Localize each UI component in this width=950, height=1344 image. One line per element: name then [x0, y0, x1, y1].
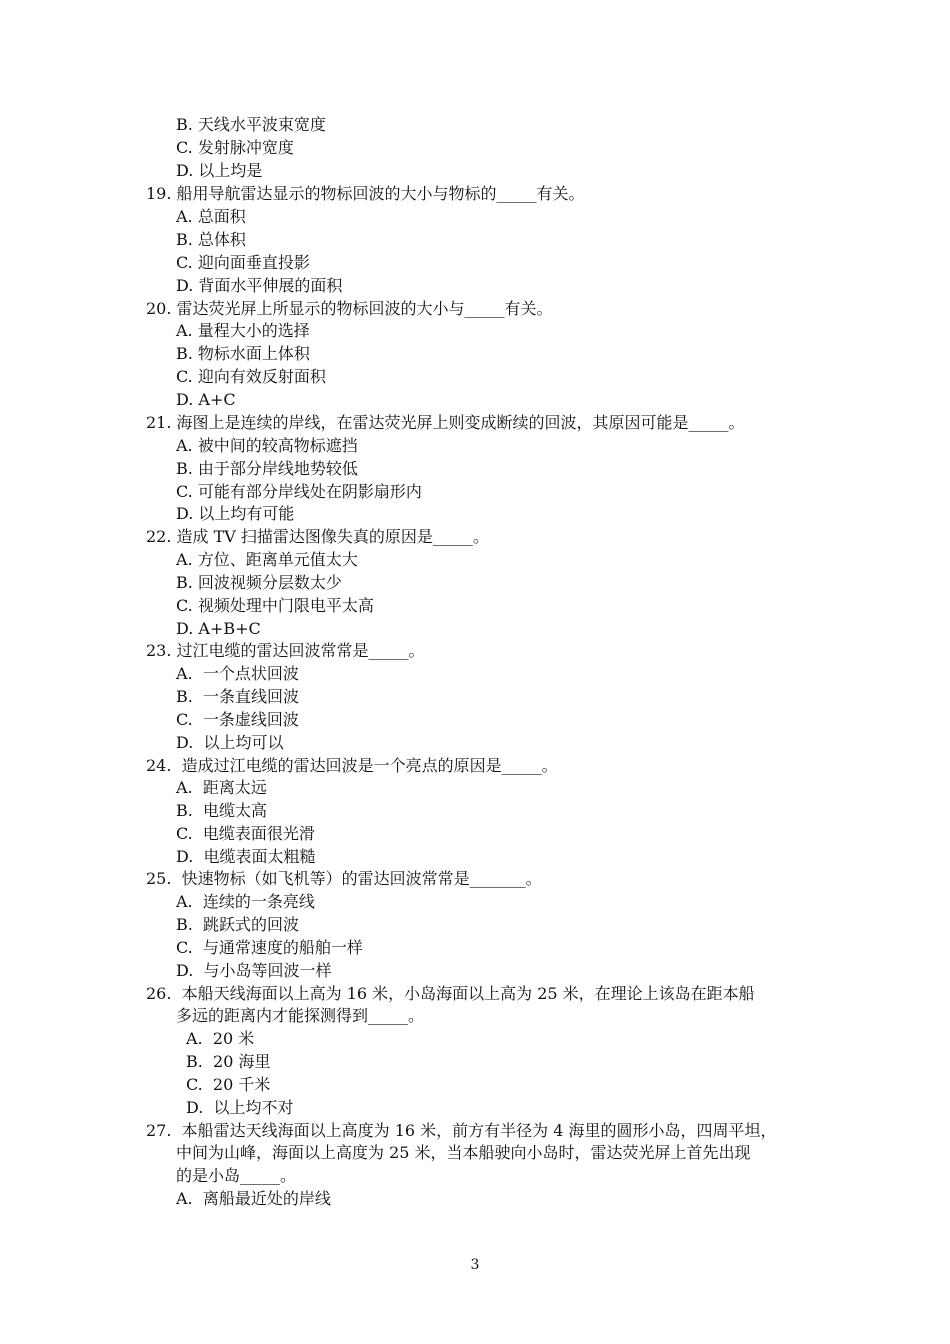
- option-line: D. 以上均是: [176, 161, 263, 180]
- page-number: 3: [470, 1257, 480, 1273]
- option-line: B. 跳跃式的回波: [176, 915, 300, 934]
- option-line: C. 一条虚线回波: [176, 710, 299, 729]
- option-line: A. 离船最近处的岸线: [176, 1189, 331, 1208]
- question-line: 24. 造成过江电缆的雷达回波是一个亮点的原因是_____。: [146, 756, 558, 775]
- option-line: B. 天线水平波束宽度: [176, 115, 326, 134]
- option-line: B. 总体积: [176, 230, 246, 249]
- option-line: C. 20 千米: [186, 1075, 271, 1094]
- option-line: C. 发射脉冲宽度: [176, 138, 294, 157]
- question-line: 25. 快速物标（如飞机等）的雷达回波常常是_______。: [146, 869, 542, 888]
- option-line: A. 被中间的较高物标遮挡: [176, 436, 358, 455]
- option-line: A. 20 米: [186, 1029, 255, 1048]
- option-line: A. 总面积: [176, 207, 246, 226]
- option-line: A. 连续的一条亮线: [176, 892, 315, 911]
- option-line: D. 背面水平伸展的面积: [176, 276, 343, 295]
- option-line: A. 量程大小的选择: [176, 321, 310, 340]
- question-line: 20. 雷达荧光屏上所显示的物标回波的大小与_____有关。: [146, 299, 553, 318]
- option-line: D. 以上均可以: [176, 733, 284, 752]
- question-line-cont: 多远的距离内才能探测得到_____。: [176, 1006, 425, 1025]
- option-line: D. A+C: [176, 390, 236, 409]
- question-line: 23. 过江电缆的雷达回波常常是_____。: [146, 641, 425, 660]
- option-line: B. 电缆太高: [176, 801, 268, 820]
- option-line: D. 电缆表面太粗糙: [176, 847, 316, 866]
- question-line: 21. 海图上是连续的岸线，在雷达荧光屏上则变成断续的回波，其原因可能是_____。: [146, 413, 745, 432]
- option-line: C. 与通常速度的船舶一样: [176, 938, 363, 957]
- option-line: D. 与小岛等回波一样: [176, 961, 332, 980]
- option-line: B. 物标水面上体积: [176, 344, 310, 363]
- option-line: B. 一条直线回波: [176, 687, 300, 706]
- option-line: A. 一个点状回波: [176, 664, 299, 683]
- option-line: C. 电缆表面很光滑: [176, 824, 315, 843]
- option-line: C. 可能有部分岸线处在阴影扇形内: [176, 482, 422, 501]
- option-line: D. A+B+C: [176, 619, 261, 638]
- option-line: B. 由于部分岸线地势较低: [176, 459, 358, 478]
- question-line: 19. 船用导航雷达显示的物标回波的大小与物标的_____有关。: [146, 184, 585, 203]
- option-line: C. 视频处理中门限电平太高: [176, 596, 374, 615]
- option-line: C. 迎向面垂直投影: [176, 253, 310, 272]
- option-line: A. 距离太远: [176, 778, 267, 797]
- option-line: C. 迎向有效反射面积: [176, 367, 326, 386]
- option-line: D. 以上均不对: [186, 1098, 294, 1117]
- option-line: B. 回波视频分层数太少: [176, 573, 342, 592]
- question-line: 26. 本船天线海面以上高为 16 米，小岛海面以上高为 25 米，在理论上该岛在距本船: [146, 984, 755, 1003]
- option-line: D. 以上均有可能: [176, 504, 295, 523]
- question-line-cont: 中间为山峰，海面以上高度为 25 米，当本船驶向小岛时，雷达荧光屏上首先出现: [176, 1143, 751, 1162]
- option-line: B. 20 海里: [186, 1052, 271, 1071]
- option-line: A. 方位、距离单元值太大: [176, 550, 358, 569]
- question-line: 22. 造成 TV 扫描雷达图像失真的原因是_____。: [146, 527, 489, 546]
- question-line-cont: 的是小岛_____。: [176, 1166, 297, 1185]
- question-line: 27. 本船雷达天线海面以上高度为 16 米，前方有半径为 4 海里的圆形小岛，四周平坦，: [146, 1121, 777, 1140]
